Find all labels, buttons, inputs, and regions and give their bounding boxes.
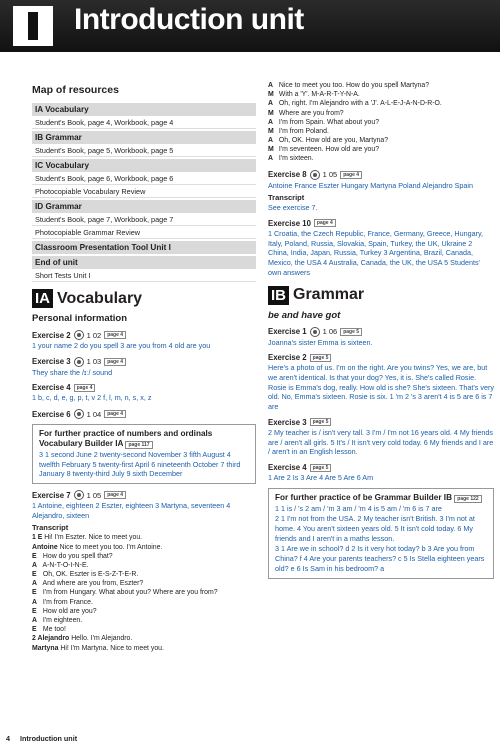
speech-text: Oh, OK. How old are you, Martyna? xyxy=(277,137,389,145)
exercise-title: Exercise 7 xyxy=(32,490,71,500)
exercise xyxy=(268,418,494,457)
page-tag: page 117 xyxy=(125,441,152,449)
exercise xyxy=(32,490,256,520)
page-tag: page 4 xyxy=(104,410,126,418)
resource-line: Student's Book, page 7, Workbook, page 7 xyxy=(32,213,256,226)
section-ib-header xyxy=(268,286,494,305)
page-tag: page 4 xyxy=(314,219,336,227)
resource-line: Student's Book, page 4, Workbook, page 4 xyxy=(32,116,256,129)
exercise xyxy=(32,330,256,351)
section-title: Grammar xyxy=(293,286,365,304)
page-tag: page 5 xyxy=(310,418,332,426)
footer-label: Introduction unit xyxy=(20,734,78,743)
exercise-title: Exercise 10 xyxy=(268,218,311,228)
resource-line: Student's Book, page 5, Workbook, page 5 xyxy=(32,144,256,157)
resource-heading: IB Grammar xyxy=(32,131,256,144)
speech-text: Oh, right. I'm Alejandro with a 'J'. A-L-E-J-A-N-D-R-O. xyxy=(277,100,442,108)
transcript-line xyxy=(268,90,494,99)
speaker-label: A xyxy=(268,155,273,163)
speech-text: Oh, OK. Eszter is E-S-Z-T-E-R. xyxy=(41,571,139,579)
speaker-label: M xyxy=(268,146,274,154)
resource-heading: End of unit xyxy=(32,256,256,269)
speaker-label: E xyxy=(32,571,37,579)
speech-text: And where are you from, Eszter? xyxy=(41,580,144,588)
transcript-line xyxy=(32,616,256,625)
section-title: Vocabulary xyxy=(57,289,143,307)
speech-text: I'm from France. xyxy=(41,598,93,606)
page-tag: page 122 xyxy=(454,495,481,503)
transcript-label: Transcript xyxy=(32,523,69,533)
speech-text: I'm sixteen. xyxy=(277,155,314,163)
transcript-line xyxy=(32,598,256,607)
title-banner xyxy=(0,0,500,52)
speech-text: A-N-T-O-I-N-E. xyxy=(41,561,89,569)
left-column xyxy=(32,64,256,653)
speaker-label: E xyxy=(32,626,37,634)
transcript-line xyxy=(268,154,494,163)
page-tag: page 5 xyxy=(340,328,362,336)
map-of-resources xyxy=(32,103,256,282)
speech-text: With a 'Y'. M-A-R-T-Y-N-A. xyxy=(277,91,360,99)
page-tag: page 5 xyxy=(310,354,332,362)
speech-text: I'm eighteen. xyxy=(41,616,83,624)
audio-cd-icon xyxy=(74,490,84,500)
transcript-line xyxy=(32,579,256,588)
answer-key: 2 My teacher is / isn't very tall. 3 I'm / I'm not 16 years old. 4 My friends are / aren't all girls. 5 It's / It isn't very cold today. 6 My friends and I are / aren't in an English lesson. xyxy=(268,427,494,457)
answer-key: Antoine France Eszter Hungary Martyna Poland Alejandro Spain xyxy=(268,180,473,190)
speech-text: How old are you? xyxy=(41,607,97,615)
speech-text: Hi! I'm Eszter. Nice to meet you. xyxy=(42,534,143,542)
resource-line: Short Tests Unit I xyxy=(32,269,256,282)
answer-key: 1 Croatia, the Czech Republic, France, Germany, Greece, Hungary, Italy, Poland, Russia, Slovakia, Spain, Turkey, the UK, Ukraine 2 China, India, Japan, Russia, Turkey 3 Argentina, Brazil, Canada, Mexico, the USA 4 Australia, Canada, the UK, the USA 5 Students' own answers xyxy=(268,228,484,277)
speech-text: How do you spell that? xyxy=(41,552,113,560)
track-number: 1 05 xyxy=(322,170,338,180)
speaker-label: Antoine xyxy=(32,543,58,551)
speech-text: I'm from Spain. What about you? xyxy=(277,118,380,126)
resource-heading: IA Vocabulary xyxy=(32,103,256,116)
transcript-continued xyxy=(268,81,494,164)
answer-key: Here's a photo of us. I'm on the right. Are you twins? Yes, we are, but we aren't identical. Is that your dog? Yes, it is. She's called Rosie. Rosie is Emma's dog, really. How old is she? She's sixteen. That's very old. No, Emma's sixteen. Rosie is six. 1 'm 2 's 3 aren't 4 is 5 are 6 is 7 are xyxy=(268,363,494,412)
answer-key: 1 Are 2 Is 3 Are 4 Are 5 Are 6 Am xyxy=(268,473,374,483)
speaker-label: A xyxy=(268,100,273,108)
practice-box xyxy=(268,488,494,579)
subheading: be and have got xyxy=(268,309,341,321)
exercise-title: Exercise 2 xyxy=(268,353,307,363)
exercise-title: Exercise 3 xyxy=(268,417,307,427)
speaker-label: A xyxy=(268,82,273,89)
speaker-label: A xyxy=(32,561,37,569)
transcript-line xyxy=(32,533,256,542)
exercise-title: Exercise 6 xyxy=(32,409,71,419)
section-ia-header xyxy=(32,289,256,308)
page-footer xyxy=(6,734,85,743)
answer-key: 3 1 Are we in school? d 2 Is it very hot today? b 3 Are you from China? f 4 Are your parents teachers? c 5 Is Stella eighteen years old? e 6 Is Sam in his bedroom? a xyxy=(275,544,485,573)
exercise-title: Exercise 1 xyxy=(268,327,307,337)
track-number: 1 06 xyxy=(322,327,338,337)
exercise-title: Exercise 8 xyxy=(268,170,307,180)
transcript-line xyxy=(268,136,494,145)
exercise-title: Exercise 2 xyxy=(32,330,71,340)
speaker-label: 1 E xyxy=(32,534,43,542)
speaker-label: M xyxy=(268,109,274,117)
answer-key: 1 b, c, d, e, g, p, t, v 2 f, l, m, n, s, x, z xyxy=(32,393,152,403)
exercise xyxy=(268,219,494,278)
exercise xyxy=(32,409,256,419)
transcript-label: Transcript xyxy=(268,193,305,203)
speaker-label: E xyxy=(32,607,37,615)
speaker-label: A xyxy=(32,580,37,588)
page-tag: page 4 xyxy=(104,358,126,366)
speech-text: I'm from Poland. xyxy=(277,127,329,135)
speaker-label: E xyxy=(32,589,37,597)
resource-heading: Classroom Presentation Tool Unit I xyxy=(32,241,256,254)
page-tag: page 4 xyxy=(104,331,126,339)
page-tag: page 5 xyxy=(310,464,332,472)
unit-logo xyxy=(13,6,53,46)
transcript-line xyxy=(32,634,256,643)
exercise-title: Exercise 3 xyxy=(32,357,71,367)
right-column xyxy=(268,80,494,579)
speech-text: Nice to meet you too. I'm Antoine. xyxy=(57,543,163,551)
transcript-line xyxy=(32,644,256,653)
see-exercise: See exercise 7. xyxy=(268,203,318,213)
resource-line: Photocopiable Grammar Review xyxy=(32,226,256,239)
transcript xyxy=(32,533,256,652)
track-number: 1 04 xyxy=(86,409,102,419)
section-badge: IB xyxy=(268,286,289,305)
track-number: 1 02 xyxy=(86,330,102,340)
answer-key: Joanna's sister Emma is sixteen. xyxy=(268,337,373,347)
page-tag: page 4 xyxy=(74,384,96,392)
box-title: For further practice of be Grammar Builder IB xyxy=(275,492,452,502)
speech-text: Hi! I'm Martyna. Nice to meet you. xyxy=(58,644,164,652)
exercise xyxy=(268,463,494,483)
speaker-label: A xyxy=(268,137,273,145)
speaker-label: A xyxy=(32,598,37,606)
practice-box xyxy=(32,424,256,484)
exercise xyxy=(32,357,256,378)
answer-key: They share the /ɪː/ sound xyxy=(32,367,113,377)
exercise xyxy=(268,353,494,412)
page-tag: page 4 xyxy=(104,491,126,499)
transcript-line xyxy=(32,625,256,634)
exercise-title: Exercise 4 xyxy=(268,463,307,473)
audio-cd-icon xyxy=(310,327,320,337)
exercise-title: Exercise 4 xyxy=(32,383,71,393)
transcript-line xyxy=(268,81,494,90)
audio-cd-icon xyxy=(74,330,84,340)
resource-heading: IC Vocabulary xyxy=(32,159,256,172)
track-number: 1 05 xyxy=(86,490,102,500)
answer-key: 1 your name 2 do you spell 3 are you from 4 old are you xyxy=(32,341,211,350)
speech-text: Where are you from? xyxy=(277,109,344,117)
audio-cd-icon xyxy=(310,170,320,180)
answer-key: 3 1 second June 2 twenty-second November 3 fifth August 4 twelfth February 5 twenty-first April 6 nineteenth October 7 third January 8 twenty-third July 9 sixth December xyxy=(39,449,241,479)
resource-heading: ID Grammar xyxy=(32,200,256,213)
speaker-label: E xyxy=(32,552,37,560)
transcript-line xyxy=(32,607,256,616)
transcript-line xyxy=(32,588,256,597)
transcript-line xyxy=(268,127,494,136)
transcript-line xyxy=(32,543,256,552)
audio-cd-icon xyxy=(74,357,84,367)
speech-text: Hello. I'm Alejandro. xyxy=(69,635,133,643)
answer-key: 1 Antoine, eighteen 2 Eszter, eighteen 3 Martyna, seventeen 4 Alejandro, sixteen xyxy=(32,501,231,520)
speaker-label: M xyxy=(268,127,274,135)
transcript-line xyxy=(268,109,494,118)
speech-text: I'm from Hungary. What about you? Where are you from? xyxy=(41,589,218,597)
section-badge: IA xyxy=(32,289,53,308)
map-heading: Map of resources xyxy=(32,84,119,96)
transcript-line xyxy=(32,561,256,570)
resource-line: Photocopiable Vocabulary Review xyxy=(32,185,256,198)
answer-key: 2 1 I'm not from the USA. 2 My teacher isn't British. 3 I'm not at home. 4 You aren't sixteen years old. 5 It isn't cold today. 6 My friends and I aren't in a maths lesson. xyxy=(275,514,475,543)
speech-text: I'm seventeen. How old are you? xyxy=(277,146,380,154)
exercise xyxy=(32,383,256,403)
speaker-label: A xyxy=(268,118,273,126)
speaker-label: A xyxy=(32,616,37,624)
speech-text: Nice to meet you too. How do you spell Martyna? xyxy=(277,82,430,89)
speaker-label: Martyna xyxy=(32,644,59,652)
page-number: 4 xyxy=(6,734,10,743)
box-title: For further practice of numbers and ordinals Vocabulary Builder IA xyxy=(39,429,213,448)
exercise xyxy=(268,170,494,191)
track-number: 1 03 xyxy=(86,357,102,367)
answer-key: 1 1 is / 's 2 am / 'm 3 am / 'm 4 is 5 am / 'm 6 is 7 are xyxy=(275,503,442,513)
exercise xyxy=(268,327,494,348)
speaker-label: M xyxy=(268,91,274,99)
page-title: Introduction unit xyxy=(74,3,304,36)
transcript-line xyxy=(32,570,256,579)
subheading: Personal information xyxy=(32,313,128,324)
transcript-line xyxy=(32,552,256,561)
page-tag: page 4 xyxy=(340,171,362,179)
transcript-line xyxy=(268,118,494,127)
transcript-line xyxy=(268,99,494,108)
speech-text: Me too! xyxy=(41,626,66,634)
audio-cd-icon xyxy=(74,409,84,419)
transcript-line xyxy=(268,145,494,154)
speaker-label: 2 Alejandro xyxy=(32,635,70,643)
resource-line: Student's Book, page 6, Workbook, page 6 xyxy=(32,172,256,185)
